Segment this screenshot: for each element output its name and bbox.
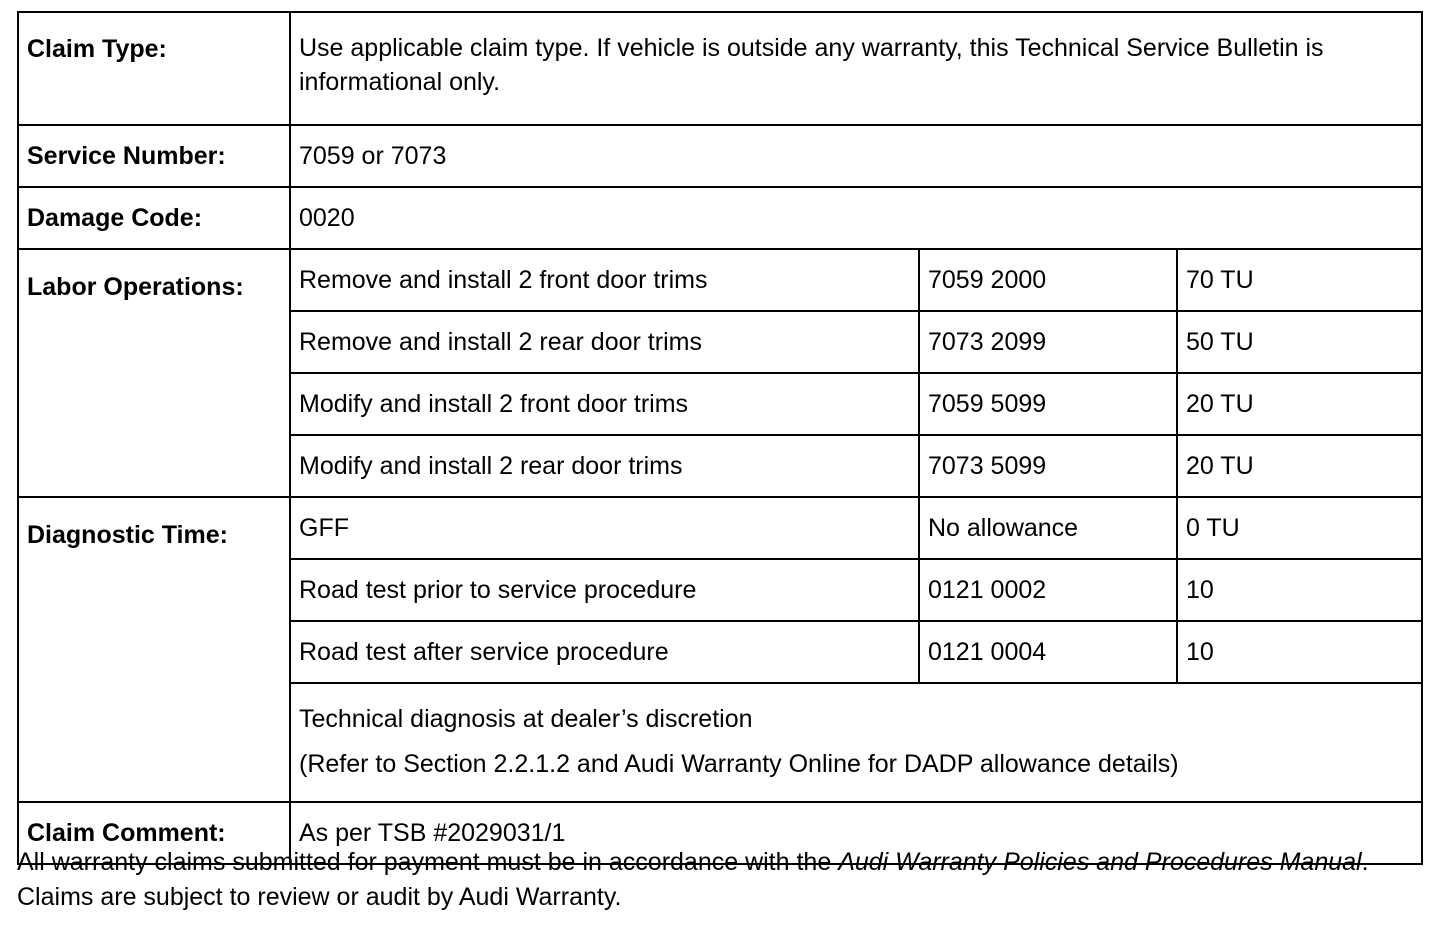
warranty-footer-note bbox=[17, 845, 1427, 915]
diagnostic-note bbox=[290, 683, 1422, 802]
warranty-claim-table bbox=[17, 11, 1423, 865]
diagnostic-description: Road test prior to service procedure bbox=[290, 559, 919, 621]
diagnostic-note-line-1: Technical diagnosis at dealer’s discretion bbox=[299, 705, 753, 733]
labor-operation-time-units: 20 TU bbox=[1177, 435, 1422, 497]
labor-operations-label: Labor Operations: bbox=[18, 249, 290, 497]
footer-text-end: . Claims are subject to review or audit by Audi Warranty. bbox=[17, 848, 1369, 911]
damage-code-label: Damage Code: bbox=[18, 187, 290, 249]
service-number-value: 7059 or 7073 bbox=[290, 125, 1422, 187]
claim-type-label: Claim Type: bbox=[18, 12, 290, 125]
damage-code-value: 0020 bbox=[290, 187, 1422, 249]
labor-operation-time-units: 20 TU bbox=[1177, 373, 1422, 435]
diagnostic-code: No allowance bbox=[919, 497, 1177, 559]
labor-operation-code: 7073 5099 bbox=[919, 435, 1177, 497]
footer-manual-title: Audi Warranty Policies and Procedures Manual bbox=[838, 848, 1362, 876]
diagnostic-code: 0121 0002 bbox=[919, 559, 1177, 621]
diagnostic-time-row bbox=[18, 497, 1422, 559]
footer-text-start: All warranty claims submitted for payment must be in accordance with the bbox=[17, 848, 839, 876]
labor-operation-time-units: 70 TU bbox=[1177, 249, 1422, 311]
diagnostic-description: Road test after service procedure bbox=[290, 621, 919, 683]
diagnostic-time-units: 10 bbox=[1177, 621, 1422, 683]
claim-comment-label: Claim Comment: bbox=[18, 802, 290, 864]
claim-comment-value: As per TSB #2029031/1 bbox=[290, 802, 1422, 864]
diagnostic-description: GFF bbox=[290, 497, 919, 559]
labor-operation-code: 7059 2000 bbox=[919, 249, 1177, 311]
service-number-label: Service Number: bbox=[18, 125, 290, 187]
diagnostic-time-units: 0 TU bbox=[1177, 497, 1422, 559]
labor-operation-code: 7073 2099 bbox=[919, 311, 1177, 373]
labor-operation-row bbox=[18, 249, 1422, 311]
labor-operation-description: Modify and install 2 rear door trims bbox=[290, 435, 919, 497]
diagnostic-note-line-2: (Refer to Section 2.2.1.2 and Audi Warranty Online for DADP allowance details) bbox=[299, 750, 1179, 778]
claim-type-value: Use applicable claim type. If vehicle is outside any warranty, this Technical Service Bulletin is informational only. bbox=[290, 12, 1422, 125]
diagnostic-time-units: 10 bbox=[1177, 559, 1422, 621]
damage-code-row bbox=[18, 187, 1422, 249]
labor-operation-description: Remove and install 2 rear door trims bbox=[290, 311, 919, 373]
diagnostic-code: 0121 0004 bbox=[919, 621, 1177, 683]
service-number-row bbox=[18, 125, 1422, 187]
labor-operation-code: 7059 5099 bbox=[919, 373, 1177, 435]
labor-operation-time-units: 50 TU bbox=[1177, 311, 1422, 373]
labor-operation-description: Remove and install 2 front door trims bbox=[290, 249, 919, 311]
diagnostic-time-label: Diagnostic Time: bbox=[18, 497, 290, 802]
claim-type-row bbox=[18, 12, 1422, 125]
labor-operation-description: Modify and install 2 front door trims bbox=[290, 373, 919, 435]
